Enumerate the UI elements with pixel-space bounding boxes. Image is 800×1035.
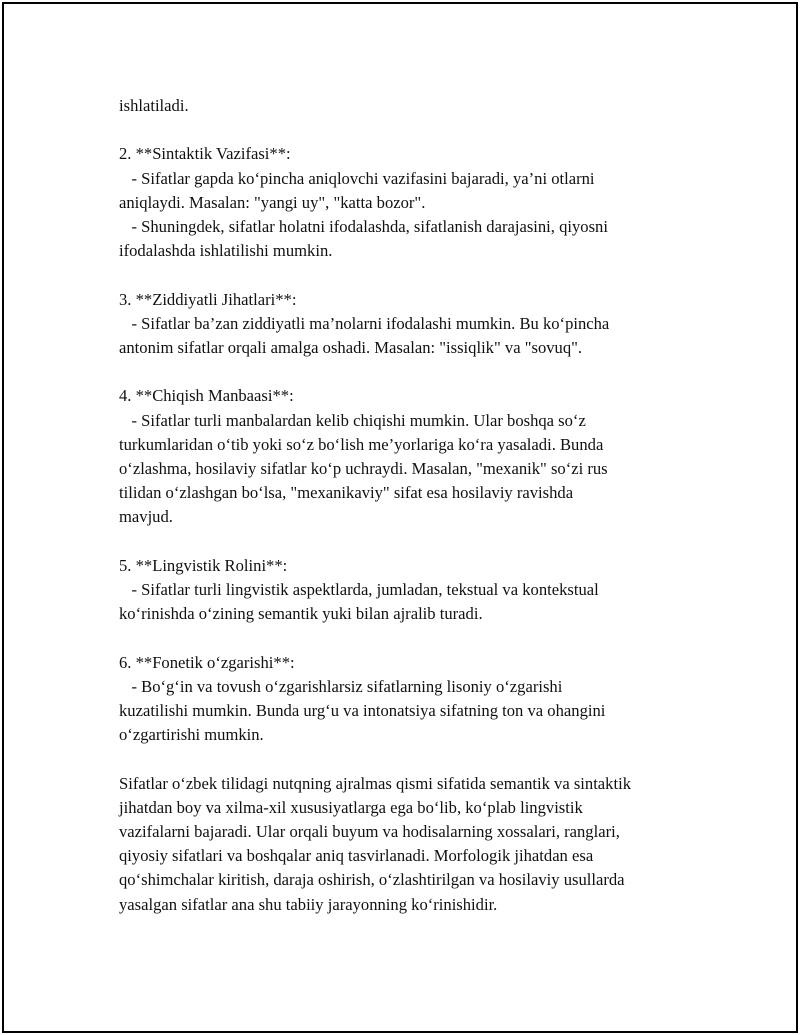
- section-heading: 2. **Sintaktik Vazifasi**:: [119, 144, 291, 164]
- text-line: jihatdan boy va xilma-xil xususiyatlarga ega bo‘lib, ko‘plab lingvistik: [119, 797, 583, 817]
- text-line: tilidan o‘zlashgan bo‘lsa, "mexanikaviy" sifat esa hosilaviy ravishda: [119, 483, 574, 503]
- text-line: Sifatlar o‘zbek tilidagi nutqning ajralmas qismi sifatida semantik va sintaktik: [119, 773, 631, 793]
- text-line: aniqlaydi. Masalan: "yangi uy", "katta bozor".: [119, 192, 426, 212]
- text-line: ifodalashda ishlatilishi mumkin.: [119, 241, 333, 261]
- paragraph-gap: [119, 118, 699, 142]
- text-line: - Sifatlar turli lingvistik aspektlarda, jumladan, tekstual va kontekstual: [119, 580, 599, 599]
- text-line: - Sifatlar ba’zan ziddiyatli ma’nolarni ifodalashi mumkin. Bu ko‘pincha: [119, 313, 610, 333]
- document-body: [119, 94, 699, 917]
- section-sintaktik-vazifasi: [119, 142, 699, 263]
- text-line: ishlatiladi.: [119, 96, 189, 115]
- text-line: - Sifatlar turli manbalardan kelib chiqishi mumkin. Ular boshqa so‘z: [119, 410, 586, 430]
- text-line: - Bo‘g‘in va tovush o‘zgarishlarsiz sifatlarning lisoniy o‘zgarishi: [119, 676, 563, 696]
- text-line: - Shuningdek, sifatlar holatni ifodalashda, sifatlanish darajasini, qiyosni: [119, 217, 608, 236]
- text-line: o‘zlashma, hosilaviy sifatlar ko‘p uchraydi. Masalan, "mexanik" so‘zi rus: [119, 459, 608, 478]
- text-line: ko‘rinishda o‘zining semantik yuki bilan ajralib turadi.: [119, 604, 483, 624]
- section-fonetik-ozgarishi: [119, 651, 699, 748]
- text-line: qo‘shimchalar kiritish, daraja oshirish, o‘zlashtirilgan va hosilaviy usullarda: [119, 870, 625, 890]
- text-line: vazifalarni bajaradi. Ular orqali buyum va hodisalarning xossalari, ranglari,: [119, 822, 620, 841]
- section-lingvistik-rolini: [119, 554, 699, 627]
- paragraph-gap: [119, 360, 699, 384]
- page-frame: [2, 2, 798, 1033]
- section-heading: 3. **Ziddiyatli Jihatlari**:: [119, 289, 297, 309]
- conclusion-paragraph: [119, 772, 699, 917]
- paragraph-gap: [119, 747, 699, 771]
- text-line: o‘zgartirishi mumkin.: [119, 725, 264, 745]
- text-line: qiyosiy sifatlari va boshqalar aniq tasvirlanadi. Morfologik jihatdan esa: [119, 846, 594, 866]
- section-heading: 5. **Lingvistik Rolini**:: [119, 555, 288, 575]
- intro-tail-paragraph: [119, 94, 699, 118]
- section-heading: 4. **Chiqish Manbaasi**:: [119, 386, 294, 406]
- text-line: kuzatilishi mumkin. Bunda urg‘u va intonatsiya sifatning ton va ohangini: [119, 701, 606, 720]
- paragraph-gap: [119, 626, 699, 650]
- text-line: mavjud.: [119, 507, 173, 527]
- paragraph-gap: [119, 263, 699, 287]
- text-line: turkumlaridan o‘tib yoki so‘z bo‘lish me’yorlariga ko‘ra yasaladi. Bunda: [119, 434, 604, 454]
- section-ziddiyatli-jihatlari: [119, 288, 699, 361]
- section-chiqish-manbaasi: [119, 384, 699, 529]
- text-line: - Sifatlar gapda ko‘pincha aniqlovchi vazifasini bajaradi, ya’ni otlarni: [119, 168, 595, 188]
- text-line: antonim sifatlar orqali amalga oshadi. Masalan: "issiqlik" va "sovuq".: [119, 338, 583, 357]
- section-heading: 6. **Fonetik o‘zgarishi**:: [119, 652, 295, 672]
- text-line: yasalgan sifatlar ana shu tabiiy jarayonning ko‘rinishidir.: [119, 894, 498, 914]
- paragraph-gap: [119, 530, 699, 554]
